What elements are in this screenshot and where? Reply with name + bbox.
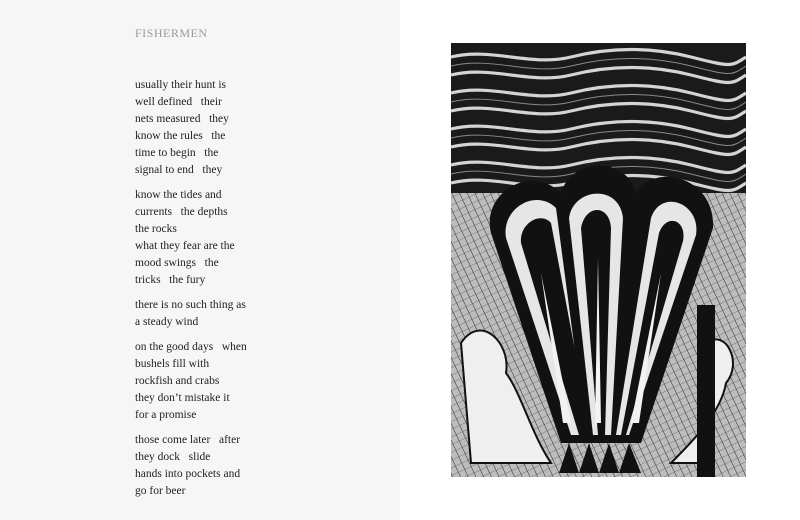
stanza (135, 339, 375, 424)
poem-line: know the tides and (135, 189, 222, 201)
poem-line: time to begin the (135, 147, 219, 159)
poem-line: for a promise (135, 409, 197, 421)
poem-line: a steady wind (135, 316, 199, 328)
poem-title: FISHERMEN (135, 26, 208, 40)
poem-line: mood swings the (135, 257, 219, 269)
poem-line: bushels fill with (135, 358, 210, 370)
stanza (135, 187, 375, 289)
poem-line: on the good days when (135, 341, 247, 353)
poem-line: they don’t mistake it (135, 392, 230, 404)
stanza (135, 77, 375, 179)
poem-line: what they fear are the (135, 240, 235, 252)
poem-line: signal to end they (135, 164, 223, 176)
poem-line: usually their hunt is (135, 79, 227, 91)
poem-body (135, 77, 375, 508)
poem-line: they dock slide (135, 451, 211, 463)
poem-line: go for beer (135, 485, 186, 497)
poem-line: there is no such thing as (135, 299, 246, 311)
poem-line: those come later after (135, 434, 241, 446)
poem-line: well defined their (135, 96, 222, 108)
poem-line: currents the depths (135, 206, 228, 218)
poem-line: hands into pockets and (135, 468, 241, 480)
woodcut-scallop-shell-icon (451, 43, 746, 477)
poem-line: nets measured they (135, 113, 229, 125)
poem-line: know the rules the (135, 130, 226, 142)
poem-line: the rocks (135, 223, 177, 235)
stanza (135, 432, 375, 500)
poem-line: rockfish and crabs (135, 375, 220, 387)
poem-line: tricks the fury (135, 274, 206, 286)
stanza (135, 297, 375, 331)
